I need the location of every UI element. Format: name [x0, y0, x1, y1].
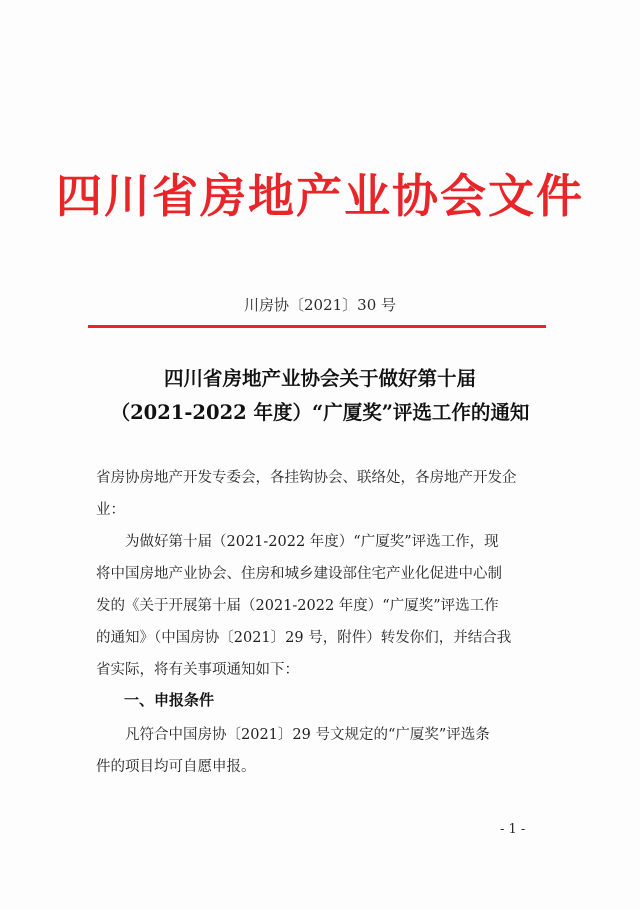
document-header-title: 四川省房地产业协会文件 [56, 169, 584, 223]
notice-title-line-1: 四川省房地产业协会关于做好第十届 [163, 367, 476, 390]
paragraph-intro [96, 526, 566, 686]
section-heading-application-conditions: 一、申报条件 [124, 691, 215, 709]
notice-title [40, 362, 600, 430]
paragraph-line: 件的项目均可自愿申报。 [96, 759, 256, 775]
paragraph-line: 凡符合中国房协〔2021〕29 号文规定的“广厦奖”评选条 [96, 727, 490, 743]
paragraph-line: 发的《关于开展第十届（2021-2022 年度）“广厦奖”评选工作 [96, 598, 499, 614]
paragraph-line: 省实际，将有关事项通知如下： [96, 662, 299, 678]
paragraph-application-conditions [96, 719, 566, 783]
addressee [96, 462, 566, 526]
paragraph-line: 为做好第十届（2021-2022 年度）“广厦奖”评选工作，现 [96, 534, 499, 550]
addressee-line-1: 省房协房地产开发专委会，各挂钩协会、联络处，各房地产开发企 [96, 470, 517, 486]
page-number: - 1 - [500, 822, 526, 837]
document-number: 川房协〔2021〕30 号 [243, 296, 397, 314]
notice-title-line-2: （2021-2022 年度）“广厦奖”评选工作的通知 [110, 401, 530, 424]
paragraph-line: 的通知》（中国房协〔2021〕29 号，附件）转发你们，并结合我 [96, 630, 512, 646]
red-divider-line [88, 325, 546, 328]
paragraph-line: 将中国房地产业协会、住房和城乡建设部住宅产业化促进中心制 [96, 566, 502, 582]
addressee-line-2: 业： [96, 502, 125, 518]
